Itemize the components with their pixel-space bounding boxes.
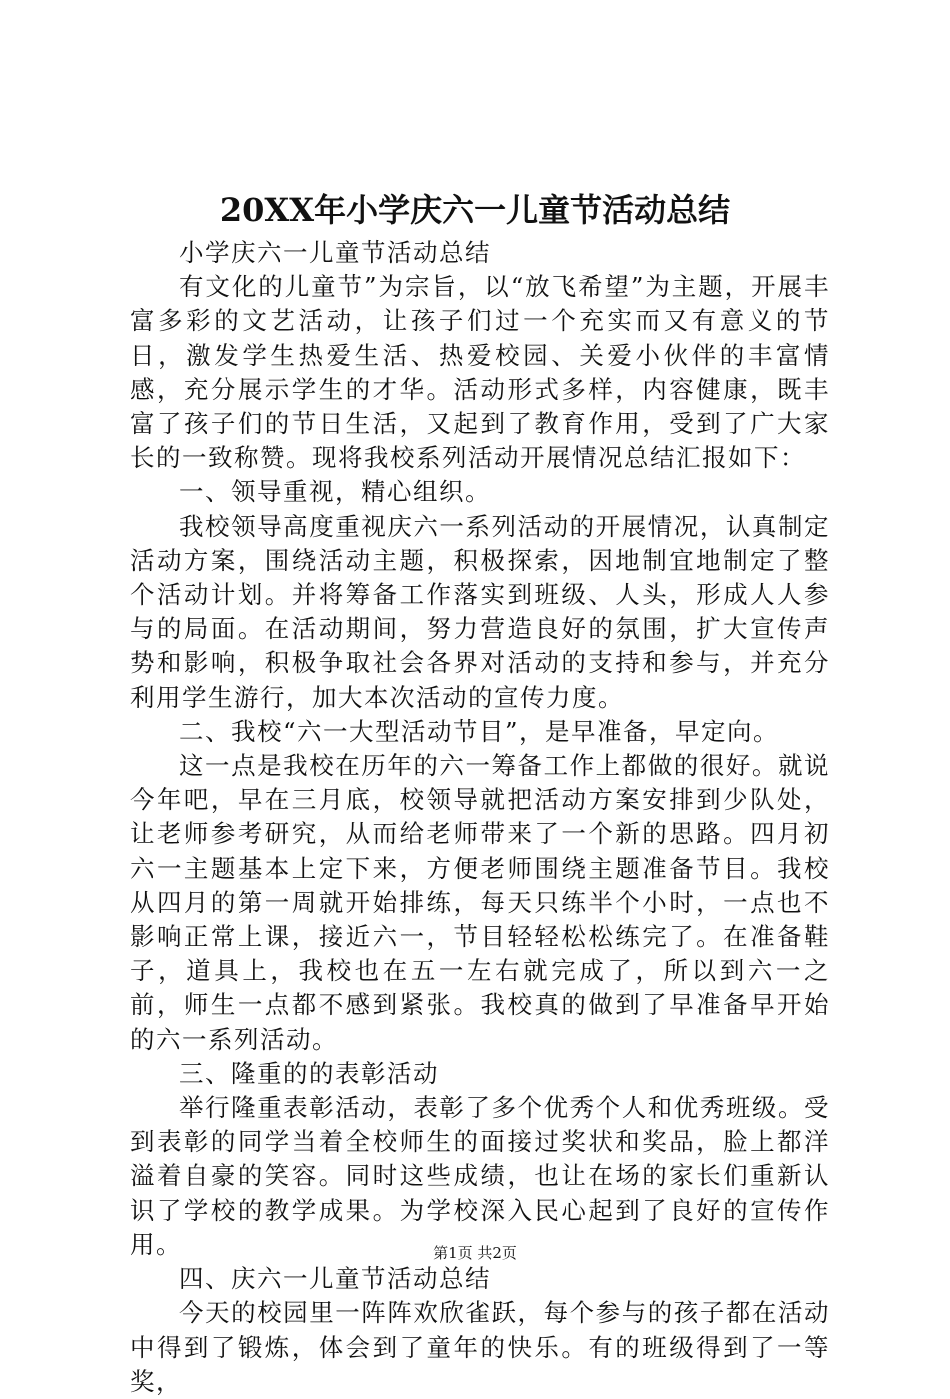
page-footer: 第1页 共2页 xyxy=(433,1244,517,1262)
document-title: 20XX年小学庆六一儿童节活动总结 xyxy=(219,191,731,229)
document-body xyxy=(130,236,830,1399)
paragraph-subtitle: 小学庆六一儿童节活动总结 xyxy=(179,238,491,267)
section-heading-4: 四、庆六一儿童节活动总结 xyxy=(179,1264,491,1294)
paragraph-intro: 有文化的儿童节”为宗旨，以“放飞希望”为主题，开展丰富多彩的文艺活动，让孩子们过一个充实而又有意义的节日，激发学生热爱生活、热爱校园、关爱小伙伴的丰富情感，充分展示学生的才华。活动形式多样，内容健康，既丰富了孩子们的节日生活，又起到了教育作用，受到了广大家长的一致称赞。现将我校系列活动开展情况总结汇报如下： xyxy=(130,272,830,473)
section-heading-1: 一、领导重视，精心组织。 xyxy=(179,477,491,507)
paragraph-section-4: 今天的校园里一阵阵欢欣雀跃，每个参与的孩子都在活动中得到了锻炼，体会到了童年的快乐。有的班级得到了一等奖， xyxy=(130,1298,830,1396)
paragraph-section-2: 这一点是我校在历年的六一筹备工作上都做的很好。就说今年吧，早在三月底，校领导就把活动方案安排到少队处，让老师参考研究，从而给老师带来了一个新的思路。四月初六一主题基本上定下来，方便老师围绕主题准备节目。我校从四月的第一周就开始排练，每天只练半个小时，一点也不影响正常上课，接近六一，节目轻轻松松练完了。在准备鞋子，道具上，我校也在五一左右就完成了，所以到六一之前，师生一点都不感到紧张。我校真的做到了早准备早开始的六一系列活动。 xyxy=(130,751,830,1054)
section-heading-2: 二、我校“六一大型活动节目”，是早准备，早定向。 xyxy=(179,716,780,746)
section-heading-3: 三、隆重的的表彰活动 xyxy=(179,1058,439,1088)
paragraph-section-1: 我校领导高度重视庆六一系列活动的开展情况，认真制定活动方案，围绕活动主题，积极探索，因地制宜地制定了整个活动计划。并将筹备工作落实到班级、人头，形成人人参与的局面。在活动期间，努力营造良好的氛围，扩大宣传声势和影响，积极争取社会各界对活动的支持和参与，并充分利用学生游行，加大本次活动的宣传力度。 xyxy=(130,511,830,712)
paragraph-section-3: 举行隆重表彰活动，表彰了多个优秀个人和优秀班级。受到表彰的同学当着全校师生的面接过奖状和奖品，脸上都洋溢着自豪的笑容。同时这些成绩，也让在场的家长们重新认识了学校的教学成果。为学校深入民心起到了良好的宣传作用。 xyxy=(130,1093,830,1259)
